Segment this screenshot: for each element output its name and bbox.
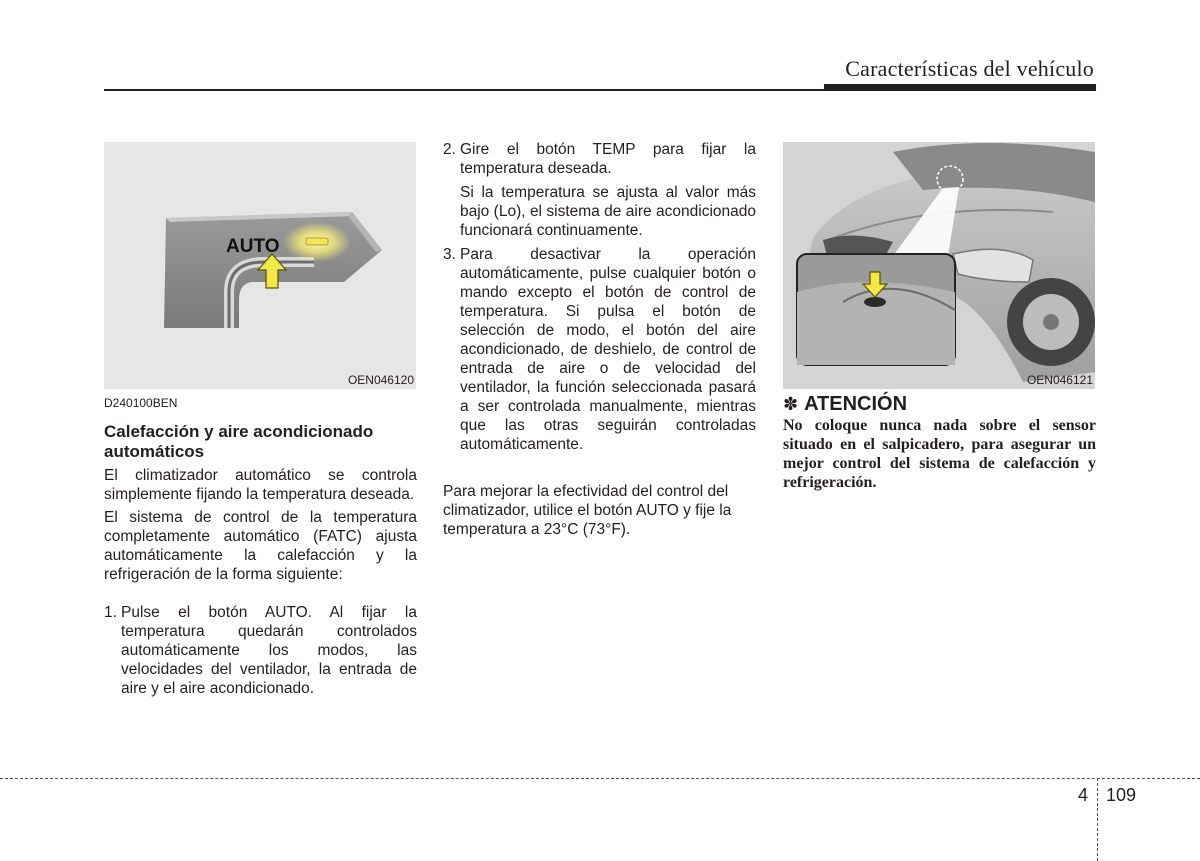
list-item-text: Gire el botón TEMP para fijar la temperatura deseada. — [460, 141, 756, 177]
list-item-continuation — [443, 183, 756, 240]
auto-button-label: AUTO — [226, 236, 280, 257]
list-item — [443, 140, 756, 178]
tip-paragraph: Para mejorar la efectividad del control del climatizador, utilice el botón AUTO y fije la temperatura a 23°C (73°F). — [443, 483, 732, 538]
chapter-number: 4 — [1078, 785, 1089, 805]
middle-column — [443, 140, 756, 539]
caution-box — [783, 392, 1096, 492]
list-item-text: Para desactivar la operación automáticamente, pulse cualquier botón o mando excepto el botón de control de temperatura. Si pulsa el botón de selección de modo, el botón del aire acondicionado, de deshielo, de control de entrada de aire o de velocidad del ventilador, la función seleccionada pasará a ser controlada manualmente, mientras que las otras seguirán controladas automáticamente. — [460, 246, 756, 453]
list-item-number: 2. — [443, 141, 456, 158]
footer-divider — [1097, 778, 1098, 861]
list-item — [443, 245, 756, 454]
auto-indicator-light — [306, 238, 328, 245]
caution-heading — [783, 392, 1096, 416]
section-code: D240100BEN — [104, 396, 178, 410]
caution-title: ATENCIÓN — [804, 393, 908, 415]
paragraph: El sistema de control de la temperatura completamente automático (FATC) ajusta automáticamente la calefacción y la refrigeración de la forma siguiente: — [104, 509, 417, 583]
photo-sensor — [864, 297, 886, 307]
figure-code: OEN046120 — [347, 373, 414, 387]
list-item — [104, 603, 417, 698]
header-rule-accent — [824, 84, 1096, 90]
page-header-title: Características del vehículo — [845, 56, 1094, 81]
page-number: 109 — [1106, 785, 1137, 805]
section-title: Calefacción y aire acondicionado automáticos — [104, 422, 374, 461]
list-item-text: Pulse el botón AUTO. Al fijar la temperatura quedarán controlados automáticamente los modos, las velocidades del ventilador, la entrada de aire y el aire acondicionado. — [121, 604, 417, 697]
caution-icon: ✽ — [783, 394, 799, 414]
footer-rule — [0, 778, 1200, 779]
caution-text: No coloque nunca nada sobre el sensor situado en el salpicadero, para asegurar un mejor control del sistema de calefacción y refrigeración. — [783, 417, 1096, 491]
paragraph: El climatizador automático se controla simplemente fijando la temperatura deseada. — [104, 467, 417, 503]
auto-button-figure — [104, 142, 416, 389]
figure-code: OEN046121 — [1026, 373, 1093, 387]
list-item-text: Si la temperatura se ajusta al valor más bajo (Lo), el sistema de aire acondicionado funcionará continuamente. — [460, 184, 756, 239]
list-item-number: 3. — [443, 246, 456, 263]
list-item-number: 1. — [104, 604, 117, 621]
left-column — [104, 394, 417, 698]
sensor-figure — [783, 142, 1095, 389]
